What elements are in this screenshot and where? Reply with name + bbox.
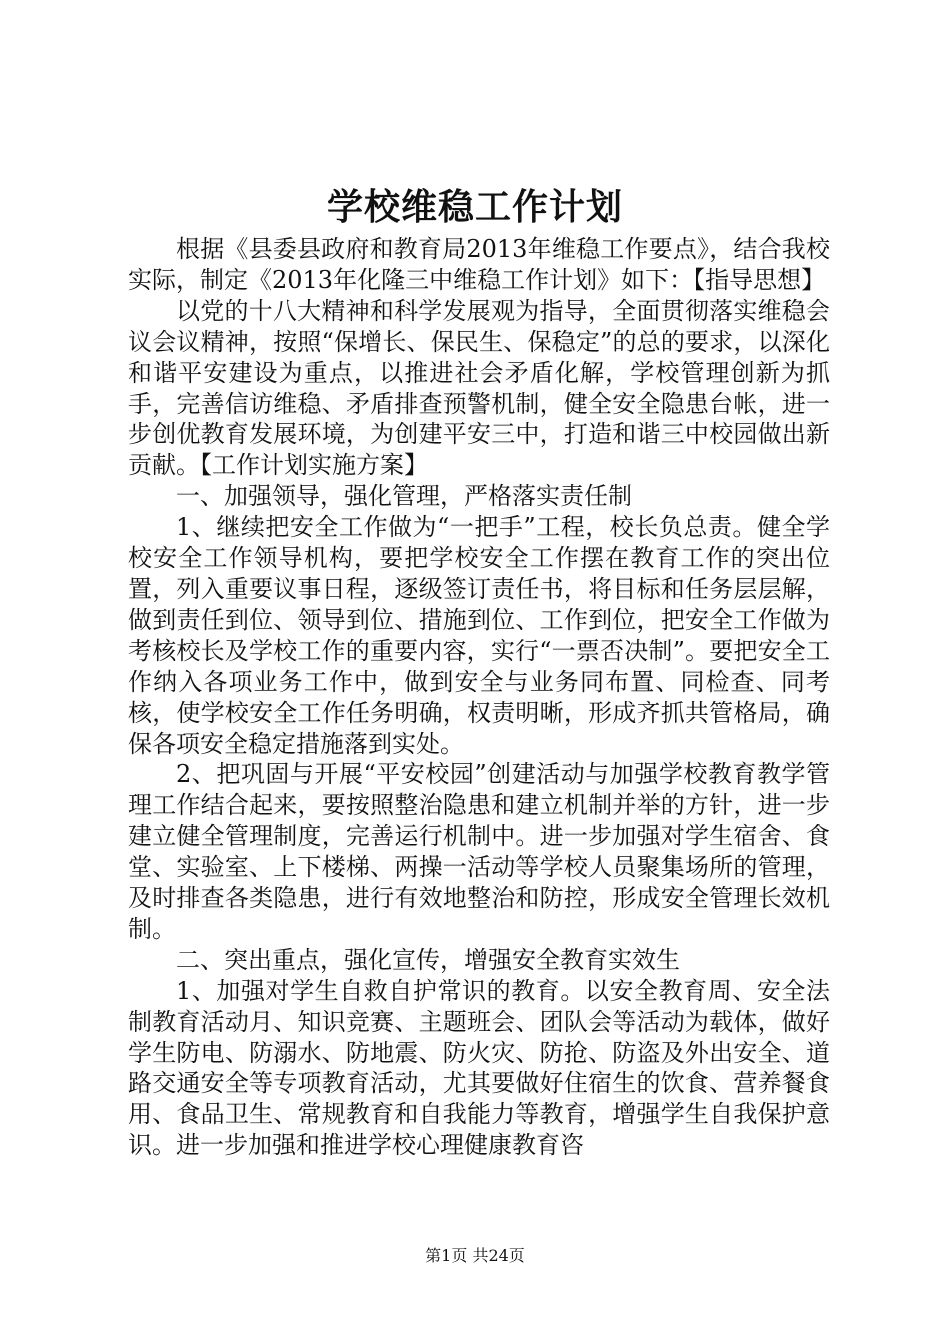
paragraph-2-1: 1、加强对学生自救自护常识的教育。以安全教育周、安全法制教育活动月、知识竞赛、主题班会、团队会等活动为载体，做好学生防电、防溺水、防地震、防火灾、防抢、防盗及外出安全、道路交通安全等专项教育活动，尤其要做好住宿生的饮食、营养餐食用、食品卫生、常规教育和自我能力等教育，增强学生自我保护意识。进一步加强和推进学校心理健康教育咨: [128, 976, 830, 1160]
paragraph-guiding-thought: 以党的十八大精神和科学发展观为指导，全面贯彻落实维稳会议会议精神，按照“保增长、保民生、保稳定”的总的要求，以深化和谐平安建设为重点，以推进社会矛盾化解，学校管理创新为抓手，完善信访维稳、矛盾排查预警机制，健全安全隐患台帐，进一步创优教育发展环境，为创建平安三中，打造和谐三中校园做出新贡献。【工作计划实施方案】: [128, 296, 830, 480]
paragraph-intro: 根据《县委县政府和教育局2013年维稳工作要点》，结合我校实际，制定《2013年化隆三中维稳工作计划》如下：【指导思想】: [128, 235, 830, 294]
document-body: [128, 234, 830, 1161]
page-number-footer: 第1页 共24页: [425, 1246, 525, 1265]
document-title: 学校维稳工作计划: [326, 186, 623, 228]
section-heading-1: 一、加强领导，强化管理，严格落实责任制: [176, 482, 632, 511]
paragraph-1-1: 1、继续把安全工作做为“一把手”工程，校长负总责。健全学校安全工作领导机构，要把学校安全工作摆在教育工作的突出位置，列入重要议事日程，逐级签订责任书，将目标和任务层层解，做到责任到位、领导到位、措施到位、工作到位，把安全工作做为考核校长及学校工作的重要内容，实行“一票否决制”。要把安全工作纳入各项业务工作中，做到安全与业务同布置、同检查、同考核，使学校安全工作任务明确，权责明晰，形成齐抓共管格局，确保各项安全稳定措施落到实处。: [128, 513, 830, 758]
paragraph-1-2: 2、把巩固与开展“平安校园”创建活动与加强学校教育教学管理工作结合起来，要按照整治隐患和建立机制并举的方针，进一步建立健全管理制度，完善运行机制中。进一步加强对学生宿舍、食堂、实验室、上下楼梯、两操一活动等学校人员聚集场所的管理，及时排查各类隐患，进行有效地整治和防控，形成安全管理长效机制。: [128, 760, 830, 943]
section-heading-2: 二、突出重点，强化宣传，增强安全教育实效生: [176, 945, 680, 974]
